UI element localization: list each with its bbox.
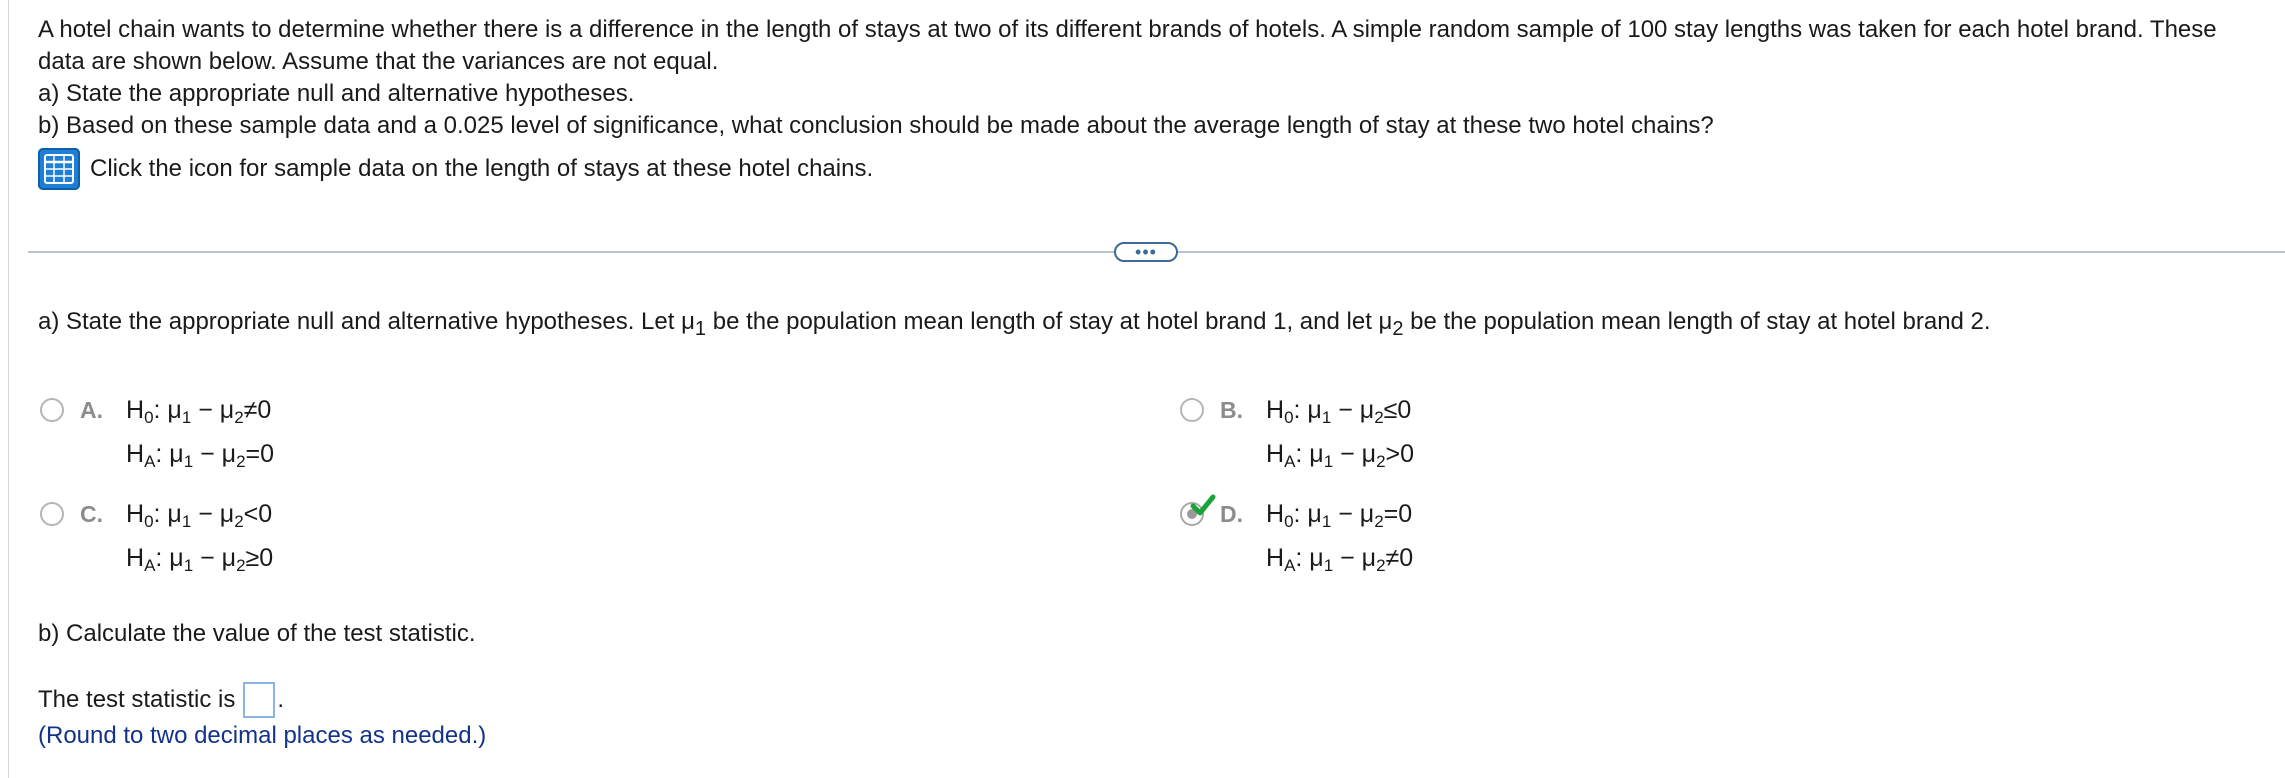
option-c-letter: C. — [80, 501, 103, 527]
mu2-subscript: 2 — [1392, 317, 1404, 340]
hyp-zero: 0 — [260, 440, 275, 468]
option-b-radio[interactable] — [1180, 398, 1204, 422]
option-c-alt — [126, 542, 273, 574]
hyp-letter: H — [126, 440, 145, 468]
option-d-letter: D. — [1220, 501, 1243, 527]
part-a-text-1: a) State the appropriate null and alternative hypotheses. Let μ — [38, 308, 695, 335]
mu2-subscript: 2 — [234, 408, 244, 427]
hyp-zero: 0 — [258, 500, 273, 528]
sample-data-link[interactable]: Click the icon for sample data on the length of stays at these hotel chains. — [90, 155, 874, 182]
mu1-subscript: 1 — [181, 408, 192, 427]
hyp-minus-mu: − μ — [1333, 440, 1377, 468]
hyp-letter: H — [1266, 440, 1285, 468]
hyp-mu: : μ — [155, 440, 184, 468]
hyp-minus-mu: − μ — [1331, 396, 1375, 424]
question-line-2: a) State the appropriate null and alternative hypotheses. — [38, 80, 635, 107]
hyp-minus-mu: − μ — [1333, 544, 1377, 572]
hyp-relation: ≠ — [243, 396, 258, 424]
option-b-null — [1266, 394, 1411, 426]
mu2-subscript: 2 — [1374, 408, 1384, 427]
mu1-subscript: 1 — [1323, 452, 1334, 471]
mu2-subscript: 2 — [234, 512, 244, 531]
mu1-subscript: 1 — [1321, 408, 1332, 427]
mu2-subscript: 2 — [236, 452, 246, 471]
mu1-subscript: 1 — [181, 512, 192, 531]
hyp-subscript: A — [144, 452, 156, 471]
hyp-letter: H — [1266, 396, 1285, 424]
rounding-note: (Round to two decimal places as needed.) — [38, 722, 487, 749]
period: . — [277, 686, 285, 713]
mu1-subscript: 1 — [1323, 556, 1334, 575]
hyp-zero: 0 — [1397, 396, 1412, 424]
hyp-subscript: A — [1284, 452, 1296, 471]
option-a-alt — [126, 438, 274, 470]
hyp-minus-mu: − μ — [191, 500, 235, 528]
question-line-1: A hotel chain wants to determine whether there is a difference in the length of stays at two of its different brands of hotels. A simple random sample of 100 stay lengths was taken for each hotel brand. These data are shown below. Assume that the variances are not equal. — [38, 16, 2217, 75]
part-b-prompt: b) Calculate the value of the test statistic. — [38, 620, 476, 647]
hyp-relation: > — [1385, 440, 1401, 468]
hyp-mu: : μ — [1293, 500, 1322, 528]
left-border — [8, 0, 9, 778]
hyp-subscript: A — [144, 556, 156, 575]
option-a-null — [126, 394, 271, 426]
question-line-3: b) Based on these sample data and a 0.025 level of significance, what conclusion should be made about the average length of stay at these two hotel chains? — [38, 112, 1714, 139]
hyp-relation: = — [245, 440, 261, 468]
mu1-subscript: 1 — [694, 317, 707, 340]
mu2-subscript: 2 — [1376, 452, 1386, 471]
hyp-minus-mu: − μ — [191, 396, 235, 424]
sample-data-row — [38, 148, 2258, 190]
mu1-subscript: 1 — [183, 556, 194, 575]
hyp-mu: : μ — [155, 544, 184, 572]
hyp-zero: 0 — [1398, 500, 1413, 528]
option-b[interactable] — [1180, 394, 2180, 474]
hyp-subscript: 0 — [144, 408, 154, 427]
hyp-mu: : μ — [1293, 396, 1322, 424]
hyp-relation: = — [1383, 500, 1399, 528]
hyp-zero: 0 — [1399, 544, 1414, 572]
hyp-mu: : μ — [1295, 544, 1324, 572]
test-statistic-label: The test statistic is — [38, 686, 236, 713]
mu2-subscript: 2 — [1376, 556, 1386, 575]
mu1-subscript: 1 — [183, 452, 194, 471]
test-statistic-row — [38, 682, 284, 718]
hyp-minus-mu: − μ — [193, 440, 237, 468]
hyp-subscript: 0 — [1284, 512, 1294, 531]
test-statistic-input[interactable] — [243, 682, 275, 718]
mu2-subscript: 2 — [236, 556, 246, 575]
hyp-letter: H — [126, 544, 145, 572]
part-a-prompt — [38, 306, 1991, 345]
checkmark-icon — [1190, 492, 1216, 518]
part-a-text-3: be the population mean length of stay at hotel brand 2. — [1403, 308, 1991, 335]
option-b-alt — [1266, 438, 1414, 470]
hyp-subscript: A — [1284, 556, 1296, 575]
question-text — [38, 14, 2258, 190]
hyp-relation: ≥ — [245, 544, 260, 572]
option-d-alt — [1266, 542, 1413, 574]
mu1-subscript: 1 — [1321, 512, 1332, 531]
option-c-null — [126, 498, 272, 530]
option-c-radio[interactable] — [40, 502, 64, 526]
option-a-radio[interactable] — [40, 398, 64, 422]
option-b-letter: B. — [1220, 397, 1243, 423]
hyp-relation: ≠ — [1385, 544, 1400, 572]
more-button[interactable]: ••• — [1114, 242, 1178, 262]
hyp-letter: H — [1266, 500, 1285, 528]
hyp-relation: ≤ — [1383, 396, 1398, 424]
hyp-letter: H — [126, 396, 145, 424]
hyp-letter: H — [1266, 544, 1285, 572]
hyp-minus-mu: − μ — [1331, 500, 1375, 528]
option-c[interactable] — [40, 498, 1040, 578]
hyp-mu: : μ — [1295, 440, 1324, 468]
option-a-letter: A. — [80, 397, 103, 423]
option-d-null — [1266, 498, 1412, 530]
table-grid-icon[interactable] — [38, 148, 80, 190]
option-a[interactable] — [40, 394, 1040, 474]
hyp-zero: 0 — [1400, 440, 1415, 468]
option-d[interactable] — [1180, 498, 2180, 578]
hyp-mu: : μ — [153, 396, 182, 424]
hyp-subscript: 0 — [144, 512, 154, 531]
hyp-minus-mu: − μ — [193, 544, 237, 572]
part-a-text-2: be the population mean length of stay at hotel brand 1, and let μ — [706, 308, 1393, 335]
hyp-zero: 0 — [259, 544, 274, 572]
hyp-mu: : μ — [153, 500, 182, 528]
hyp-relation: < — [243, 500, 259, 528]
mu2-subscript: 2 — [1374, 512, 1384, 531]
hyp-letter: H — [126, 500, 145, 528]
hyp-subscript: 0 — [1284, 408, 1294, 427]
hyp-zero: 0 — [257, 396, 272, 424]
